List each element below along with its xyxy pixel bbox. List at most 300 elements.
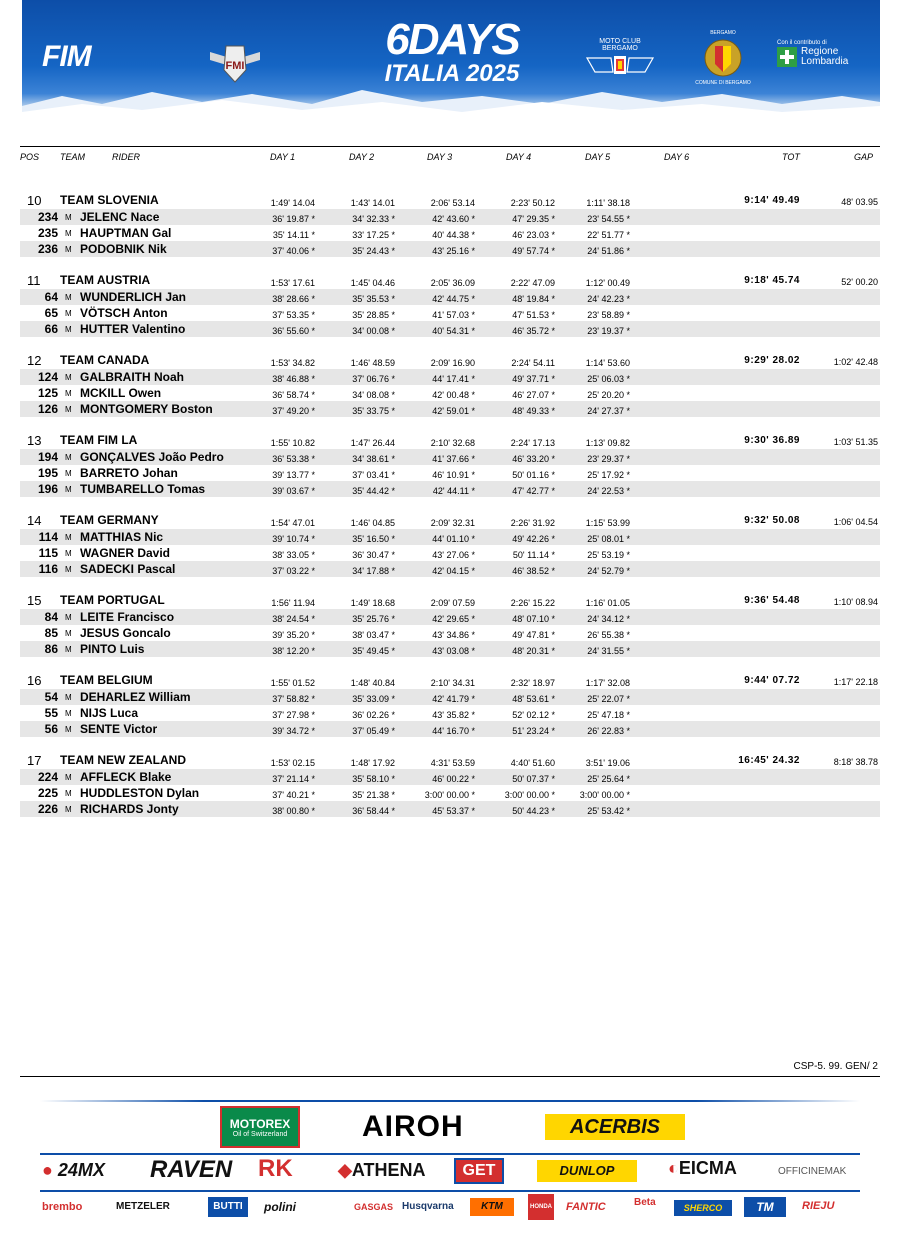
rider-name: HAUPTMAN Gal	[80, 226, 172, 240]
team-block	[20, 352, 880, 417]
rider-day3-time: 43' 27.06 *	[432, 550, 475, 560]
team-position: 16	[27, 673, 42, 688]
rider-number: 86	[44, 642, 58, 656]
rider-name: SENTE Victor	[80, 722, 158, 736]
team-row	[20, 512, 880, 529]
24mx-text: 24MX	[57, 1160, 105, 1180]
rider-day4-time: 48' 07.10 *	[512, 614, 555, 624]
rider-day4-time: 46' 38.52 *	[512, 566, 555, 576]
rider-day5-time: 24' 34.12 *	[587, 614, 630, 624]
rider-day1-time: 39' 13.77 *	[272, 470, 315, 480]
rider-row	[20, 465, 880, 481]
team-position: 17	[27, 753, 42, 768]
rider-day2-time: 37' 05.49 *	[352, 726, 395, 736]
team-gap: 48' 03.95	[841, 197, 878, 207]
rider-category: M	[65, 645, 72, 654]
sponsor-athena-logo	[338, 1160, 426, 1181]
rider-day5-time: 24' 22.53 *	[587, 486, 630, 496]
col-day2: DAY 2	[349, 152, 375, 162]
col-day5: DAY 5	[585, 152, 611, 162]
footer-divider	[20, 1076, 880, 1077]
team-total-time: 9:30' 36.89	[744, 435, 800, 446]
rider-category: M	[65, 613, 72, 622]
team-day3-time: 2:05' 36.09	[430, 278, 475, 288]
team-day4-time: 4:40' 51.60	[510, 758, 555, 768]
team-total-time: 9:32' 50.08	[744, 515, 800, 526]
sponsor-airoh-logo: AIROH	[362, 1110, 464, 1143]
rider-day2-time: 35' 33.09 *	[352, 694, 395, 704]
team-position: 12	[27, 353, 42, 368]
rider-number: 194	[37, 450, 58, 464]
rider-day4-time: 46' 23.03 *	[512, 230, 555, 240]
team-gap: 1:02' 42.48	[833, 357, 878, 367]
team-row	[20, 192, 880, 209]
rider-name: BARRETO Johan	[80, 466, 178, 480]
rider-number: 114	[38, 530, 58, 544]
col-pos: POS	[20, 152, 40, 162]
team-day4-time: 2:26' 31.92	[510, 518, 555, 528]
motorex-sub-text: Oil of Switzerland	[232, 1131, 288, 1138]
comune-bergamo-logo	[694, 30, 752, 86]
col-gap: GAP	[854, 152, 874, 162]
rider-name: AFFLECK Blake	[80, 770, 172, 784]
team-day1-time: 1:53' 34.82	[270, 358, 315, 368]
sponsor-honda-logo: HONDA	[528, 1194, 554, 1220]
team-day1-time: 1:54' 47.01	[270, 518, 315, 528]
team-day3-time: 2:10' 34.31	[430, 678, 475, 688]
rider-day1-time: 36' 58.74 *	[272, 390, 315, 400]
rider-category: M	[65, 533, 72, 542]
team-day5-time: 1:13' 09.82	[585, 438, 630, 448]
rider-day5-time: 23' 19.37 *	[587, 326, 630, 336]
rider-day3-time: 45' 53.37 *	[432, 806, 475, 816]
rider-row	[20, 209, 880, 225]
rider-day3-time: 44' 17.41 *	[432, 374, 475, 384]
sponsor-ktm-logo: KTM	[470, 1198, 514, 1216]
rider-day4-time: 49' 42.26 *	[512, 534, 555, 544]
rider-day3-time: 43' 34.86 *	[432, 630, 475, 640]
rider-day1-time: 37' 53.35 *	[272, 310, 315, 320]
rider-row	[20, 241, 880, 257]
rider-day4-time: 49' 47.81 *	[512, 630, 555, 640]
rider-number: 56	[44, 722, 58, 736]
rider-name: WAGNER David	[80, 546, 171, 560]
rider-day4-time: 48' 53.61 *	[512, 694, 555, 704]
rider-number: 225	[37, 786, 58, 800]
team-day2-time: 1:48' 40.84	[350, 678, 395, 688]
sponsor-24mx-logo	[42, 1160, 105, 1181]
team-day4-time: 2:24' 54.11	[511, 358, 555, 368]
rider-day2-time: 34' 00.08 *	[352, 326, 395, 336]
rider-day5-time: 25' 06.03 *	[587, 374, 630, 384]
rider-number: 234	[37, 210, 58, 224]
team-day3-time: 2:09' 32.31	[430, 518, 475, 528]
sponsor-divider-top	[40, 1100, 860, 1102]
rider-day3-time: 42' 00.48 *	[432, 390, 475, 400]
rider-name: VÖTSCH Anton	[80, 306, 168, 320]
rider-category: M	[65, 293, 72, 302]
rider-category: M	[65, 629, 72, 638]
sponsor-get-logo: GET	[454, 1158, 504, 1184]
rider-day4-time: 48' 20.31 *	[512, 646, 555, 656]
rider-day3-time: 40' 54.31 *	[432, 326, 475, 336]
sponsor-beta-logo: Beta	[634, 1197, 656, 1208]
rider-day4-time: 50' 11.14 *	[512, 550, 555, 560]
team-day4-time: 2:22' 47.09	[510, 278, 555, 288]
rider-day3-time: 41' 37.66 *	[432, 454, 475, 464]
rider-day1-time: 38' 33.05 *	[272, 550, 315, 560]
rider-number: 224	[37, 770, 58, 784]
rider-day3-time: 42' 43.60 *	[432, 214, 475, 224]
rider-row	[20, 561, 880, 577]
rider-day3-time: 44' 16.70 *	[432, 726, 475, 736]
team-day2-time: 1:49' 18.68	[350, 598, 395, 608]
rider-row	[20, 529, 880, 545]
team-day5-time: 1:16' 01.05	[585, 598, 630, 608]
fmi-logo	[208, 40, 262, 84]
rider-day4-time: 49' 57.74 *	[512, 246, 555, 256]
sponsor-officinemak-logo: OFFICINEMAK	[778, 1166, 847, 1177]
regione-lombardia-logo	[777, 40, 857, 65]
rider-category: M	[65, 469, 72, 478]
team-position: 11	[27, 273, 41, 288]
rider-day4-time: 50' 01.16 *	[512, 470, 555, 480]
team-day2-time: 1:46' 04.85	[350, 518, 395, 528]
contrib-label: Con il contributo di	[777, 40, 827, 46]
team-name: TEAM SLOVENIA	[60, 193, 159, 207]
rider-category: M	[65, 453, 72, 462]
team-day3-time: 2:06' 53.14	[430, 198, 475, 208]
rider-name: LEITE Francisco	[80, 610, 175, 624]
team-row	[20, 592, 880, 609]
rider-row	[20, 785, 880, 801]
rider-number: 226	[37, 802, 58, 816]
rider-row	[20, 369, 880, 385]
rider-row	[20, 481, 880, 497]
rider-day5-time: 23' 58.89 *	[587, 310, 630, 320]
rider-row	[20, 625, 880, 641]
team-gap: 1:17' 22.18	[833, 677, 878, 687]
rider-day3-time: 42' 44.11 *	[432, 486, 475, 496]
sponsor-divider-bottom	[40, 1190, 860, 1192]
rider-day1-time: 36' 19.87 *	[272, 214, 315, 224]
rider-day5-time: 3:00' 00.00 *	[579, 790, 630, 800]
team-block	[20, 512, 880, 577]
rider-day3-time: 42' 41.79 *	[432, 694, 475, 704]
mountain-silhouette-icon	[22, 86, 880, 120]
rider-day5-time: 25' 53.19 *	[587, 550, 630, 560]
rider-name: PINTO Luis	[80, 642, 145, 656]
rider-day3-time: 3:00' 00.00 *	[424, 790, 475, 800]
rider-day4-time: 46' 35.72 *	[512, 326, 555, 336]
team-row	[20, 432, 880, 449]
rider-day1-time: 38' 24.54 *	[272, 614, 315, 624]
team-day4-time: 2:26' 15.22	[510, 598, 555, 608]
rider-name: MATTHIAS Nic	[80, 530, 164, 544]
rider-day2-time: 34' 17.88 *	[352, 566, 395, 576]
team-total-time: 9:18' 45.74	[744, 275, 800, 286]
rider-number: 196	[37, 482, 58, 496]
team-day5-time: 1:14' 53.60	[585, 358, 630, 368]
rider-day5-time: 23' 54.55 *	[587, 214, 630, 224]
rider-name: WUNDERLICH Jan	[80, 290, 187, 304]
rider-day4-time: 47' 51.53 *	[512, 310, 555, 320]
col-day4: DAY 4	[506, 152, 532, 162]
col-tot: TOT	[782, 152, 800, 162]
team-name: TEAM CANADA	[60, 353, 150, 367]
team-name: TEAM AUSTRIA	[60, 273, 151, 287]
team-block	[20, 432, 880, 497]
team-total-time: 16:45' 24.32	[738, 755, 800, 766]
team-day4-time: 2:23' 50.12	[510, 198, 555, 208]
rider-category: M	[65, 725, 72, 734]
rider-day5-time: 25' 47.18 *	[587, 710, 630, 720]
rider-name: GONÇALVES João Pedro	[80, 450, 224, 464]
rider-name: TUMBARELLO Tomas	[80, 482, 206, 496]
team-name: TEAM PORTUGAL	[60, 593, 165, 607]
rider-row	[20, 449, 880, 465]
rider-category: M	[65, 229, 72, 238]
sponsor-raven-logo: RAVEN	[150, 1156, 233, 1183]
rider-day1-time: 37' 27.98 *	[272, 710, 315, 720]
team-day2-time: 1:48' 17.92	[350, 758, 395, 768]
rider-day3-time: 42' 44.75 *	[432, 294, 475, 304]
region-label: Regione Lombardia	[801, 46, 849, 67]
team-block	[20, 752, 880, 817]
rider-category: M	[65, 709, 72, 718]
rider-row	[20, 401, 880, 417]
sponsor-metzeler-logo: METZELER	[116, 1201, 170, 1212]
rider-category: M	[65, 373, 72, 382]
rider-number: 84	[44, 610, 58, 624]
team-row	[20, 352, 880, 369]
team-day5-time: 1:12' 00.49	[585, 278, 630, 288]
rider-day5-time: 25' 22.07 *	[587, 694, 630, 704]
lombardia-cross-icon	[777, 47, 797, 67]
sponsor-gasgas-logo: GASGAS	[354, 1202, 394, 1212]
rider-day3-time: 42' 59.01 *	[432, 406, 475, 416]
results-table	[20, 192, 880, 832]
rider-day2-time: 35' 33.75 *	[352, 406, 395, 416]
column-header-row	[20, 146, 880, 166]
rider-day2-time: 36' 58.44 *	[352, 806, 395, 816]
team-position: 13	[27, 433, 42, 448]
rider-day1-time: 38' 00.80 *	[272, 806, 315, 816]
rider-number: 66	[44, 322, 58, 336]
col-team: TEAM	[60, 152, 86, 162]
team-block	[20, 592, 880, 657]
rider-name: JESUS Goncalo	[80, 626, 171, 640]
rider-day3-time: 40' 44.38 *	[432, 230, 475, 240]
sponsor-motorex-logo	[220, 1106, 300, 1148]
rider-day2-time: 35' 28.85 *	[352, 310, 395, 320]
team-position: 10	[27, 193, 42, 208]
rider-day4-time: 48' 49.33 *	[512, 406, 555, 416]
rider-category: M	[65, 213, 72, 222]
rider-day3-time: 43' 35.82 *	[432, 710, 475, 720]
rider-day1-time: 37' 40.06 *	[272, 246, 315, 256]
rider-day1-time: 38' 28.66 *	[272, 294, 315, 304]
event-title-sub: ITALIA 2025	[384, 60, 520, 87]
team-day1-time: 1:55' 10.82	[270, 438, 315, 448]
rider-day5-time: 25' 08.01 *	[587, 534, 630, 544]
rider-day2-time: 34' 38.61 *	[352, 454, 395, 464]
team-day4-time: 2:24' 17.13	[510, 438, 555, 448]
team-day5-time: 3:51' 19.06	[585, 758, 630, 768]
rider-day1-time: 36' 53.38 *	[272, 454, 315, 464]
rider-day1-time: 37' 58.82 *	[272, 694, 315, 704]
rider-row	[20, 769, 880, 785]
team-block	[20, 672, 880, 737]
rider-name: SADECKI Pascal	[80, 562, 176, 576]
rider-number: 55	[44, 706, 58, 720]
rider-number: 125	[37, 386, 58, 400]
rider-day1-time: 37' 40.21 *	[272, 790, 315, 800]
rider-category: M	[65, 789, 72, 798]
team-day2-time: 1:46' 48.59	[350, 358, 395, 368]
sponsor-polini-logo: polini	[264, 1200, 296, 1214]
rider-row	[20, 545, 880, 561]
team-gap: 1:10' 08.94	[833, 597, 878, 607]
team-day3-time: 2:10' 32.68	[430, 438, 475, 448]
rider-day1-time: 37' 49.20 *	[272, 406, 315, 416]
rider-day4-time: 47' 42.77 *	[512, 486, 555, 496]
rider-category: M	[65, 389, 72, 398]
sponsor-dunlop-logo: DUNLOP	[537, 1160, 637, 1182]
rider-category: M	[65, 405, 72, 414]
eicma-icon: ◐	[668, 1158, 679, 1178]
rider-day5-time: 23' 29.37 *	[587, 454, 630, 464]
fmi-text: FMI	[225, 60, 245, 72]
rider-day3-time: 42' 29.65 *	[432, 614, 475, 624]
team-total-time: 9:29' 28.02	[744, 355, 800, 366]
rider-day5-time: 25' 25.64 *	[587, 774, 630, 784]
rider-day1-time: 38' 12.20 *	[272, 646, 315, 656]
rider-number: 236	[37, 242, 58, 256]
team-total-time: 9:44' 07.72	[744, 675, 800, 686]
rider-day4-time: 46' 27.07 *	[512, 390, 555, 400]
moto-club-emblem-icon	[585, 54, 655, 76]
rider-day2-time: 34' 32.33 *	[352, 214, 395, 224]
rider-number: 115	[38, 546, 58, 560]
bergamo-crest-icon	[703, 36, 743, 78]
athena-icon: ◆	[338, 1160, 352, 1180]
rider-day2-time: 35' 16.50 *	[352, 534, 395, 544]
motorex-text: MOTOREX	[229, 1117, 291, 1131]
rider-name: MCKILL Owen	[80, 386, 162, 400]
rider-day4-time: 50' 07.37 *	[512, 774, 555, 784]
team-block	[20, 192, 880, 257]
rider-day2-time: 34' 08.08 *	[352, 390, 395, 400]
sponsor-tm-logo: TM	[744, 1197, 786, 1217]
rider-row	[20, 689, 880, 705]
rider-number: 124	[37, 370, 58, 384]
rider-row	[20, 385, 880, 401]
rider-day4-time: 47' 29.35 *	[512, 214, 555, 224]
rider-day2-time: 35' 25.76 *	[352, 614, 395, 624]
rider-day2-time: 37' 06.76 *	[352, 374, 395, 384]
rider-day2-time: 35' 24.43 *	[352, 246, 395, 256]
rider-day5-time: 25' 20.20 *	[587, 390, 630, 400]
rider-number: 126	[37, 402, 58, 416]
rider-number: 235	[37, 226, 58, 240]
rider-day3-time: 44' 01.10 *	[432, 534, 475, 544]
sponsor-rieju-logo: RIEJU	[802, 1200, 835, 1212]
rider-name: HUDDLESTON Dylan	[80, 786, 200, 800]
rider-number: 65	[44, 306, 58, 320]
sponsor-acerbis-logo: ACERBIS	[545, 1114, 685, 1140]
rider-category: M	[65, 245, 72, 254]
team-day4-time: 2:32' 18.97	[510, 678, 555, 688]
fim-logo: FIM	[42, 40, 91, 73]
rider-day2-time: 33' 17.25 *	[352, 230, 395, 240]
rider-day1-time: 39' 35.20 *	[272, 630, 315, 640]
team-name: TEAM NEW ZEALAND	[60, 753, 186, 767]
rider-day4-time: 50' 44.23 *	[512, 806, 555, 816]
team-gap: 1:03' 51.35	[833, 437, 878, 447]
team-day1-time: 1:56' 11.94	[271, 598, 315, 608]
document-code: CSP-5. 99. GEN/ 2	[793, 1061, 878, 1072]
rider-day5-time: 26' 22.83 *	[587, 726, 630, 736]
team-row	[20, 752, 880, 769]
rider-day4-time: 46' 33.20 *	[512, 454, 555, 464]
rider-row	[20, 801, 880, 817]
team-day1-time: 1:53' 02.15	[270, 758, 315, 768]
team-total-time: 9:36' 54.48	[744, 595, 800, 606]
rider-day5-time: 24' 52.79 *	[587, 566, 630, 576]
rider-day5-time: 25' 17.92 *	[587, 470, 630, 480]
rider-day3-time: 43' 03.08 *	[432, 646, 475, 656]
rider-category: M	[65, 549, 72, 558]
rider-name: NIJS Luca	[80, 706, 139, 720]
rider-day5-time: 26' 55.38 *	[587, 630, 630, 640]
rider-row	[20, 321, 880, 337]
col-day3: DAY 3	[427, 152, 453, 162]
rider-day4-time: 52' 02.12 *	[512, 710, 555, 720]
24mx-circle-icon: ●	[42, 1160, 53, 1180]
col-day1: DAY 1	[270, 152, 296, 162]
rider-category: M	[65, 565, 72, 574]
rider-day3-time: 42' 04.15 *	[432, 566, 475, 576]
rider-day4-time: 49' 37.71 *	[512, 374, 555, 384]
rider-day3-time: 46' 10.91 *	[432, 470, 475, 480]
rider-name: JELENC Nace	[80, 210, 160, 224]
rider-day4-time: 3:00' 00.00 *	[504, 790, 555, 800]
rider-name: RICHARDS Jonty	[80, 802, 179, 816]
fmi-emblem-icon	[208, 40, 262, 84]
rider-day3-time: 43' 25.16 *	[432, 246, 475, 256]
rider-day5-time: 24' 27.37 *	[587, 406, 630, 416]
eicma-text: EICMA	[678, 1158, 737, 1178]
rider-name: PODOBNIK Nik	[80, 242, 167, 256]
athena-text: ATHENA	[351, 1160, 426, 1180]
team-day3-time: 2:09' 16.90	[430, 358, 475, 368]
team-day1-time: 1:49' 14.04	[270, 198, 315, 208]
rider-day1-time: 39' 10.74 *	[272, 534, 315, 544]
sponsor-rk-logo: RK	[258, 1155, 293, 1182]
rider-day1-time: 39' 03.67 *	[272, 486, 315, 496]
moto-club-label: MOTO CLUB BERGAMO	[599, 38, 641, 52]
team-row	[20, 272, 880, 289]
rider-category: M	[65, 805, 72, 814]
rider-day4-time: 48' 19.84 *	[512, 294, 555, 304]
team-day5-time: 1:11' 38.18	[586, 198, 630, 208]
col-rider: RIDER	[112, 152, 141, 162]
rider-day5-time: 22' 51.77 *	[587, 230, 630, 240]
rider-day2-time: 38' 03.47 *	[352, 630, 395, 640]
event-title-main: 6DAYS	[385, 15, 519, 64]
rider-day2-time: 35' 44.42 *	[352, 486, 395, 496]
